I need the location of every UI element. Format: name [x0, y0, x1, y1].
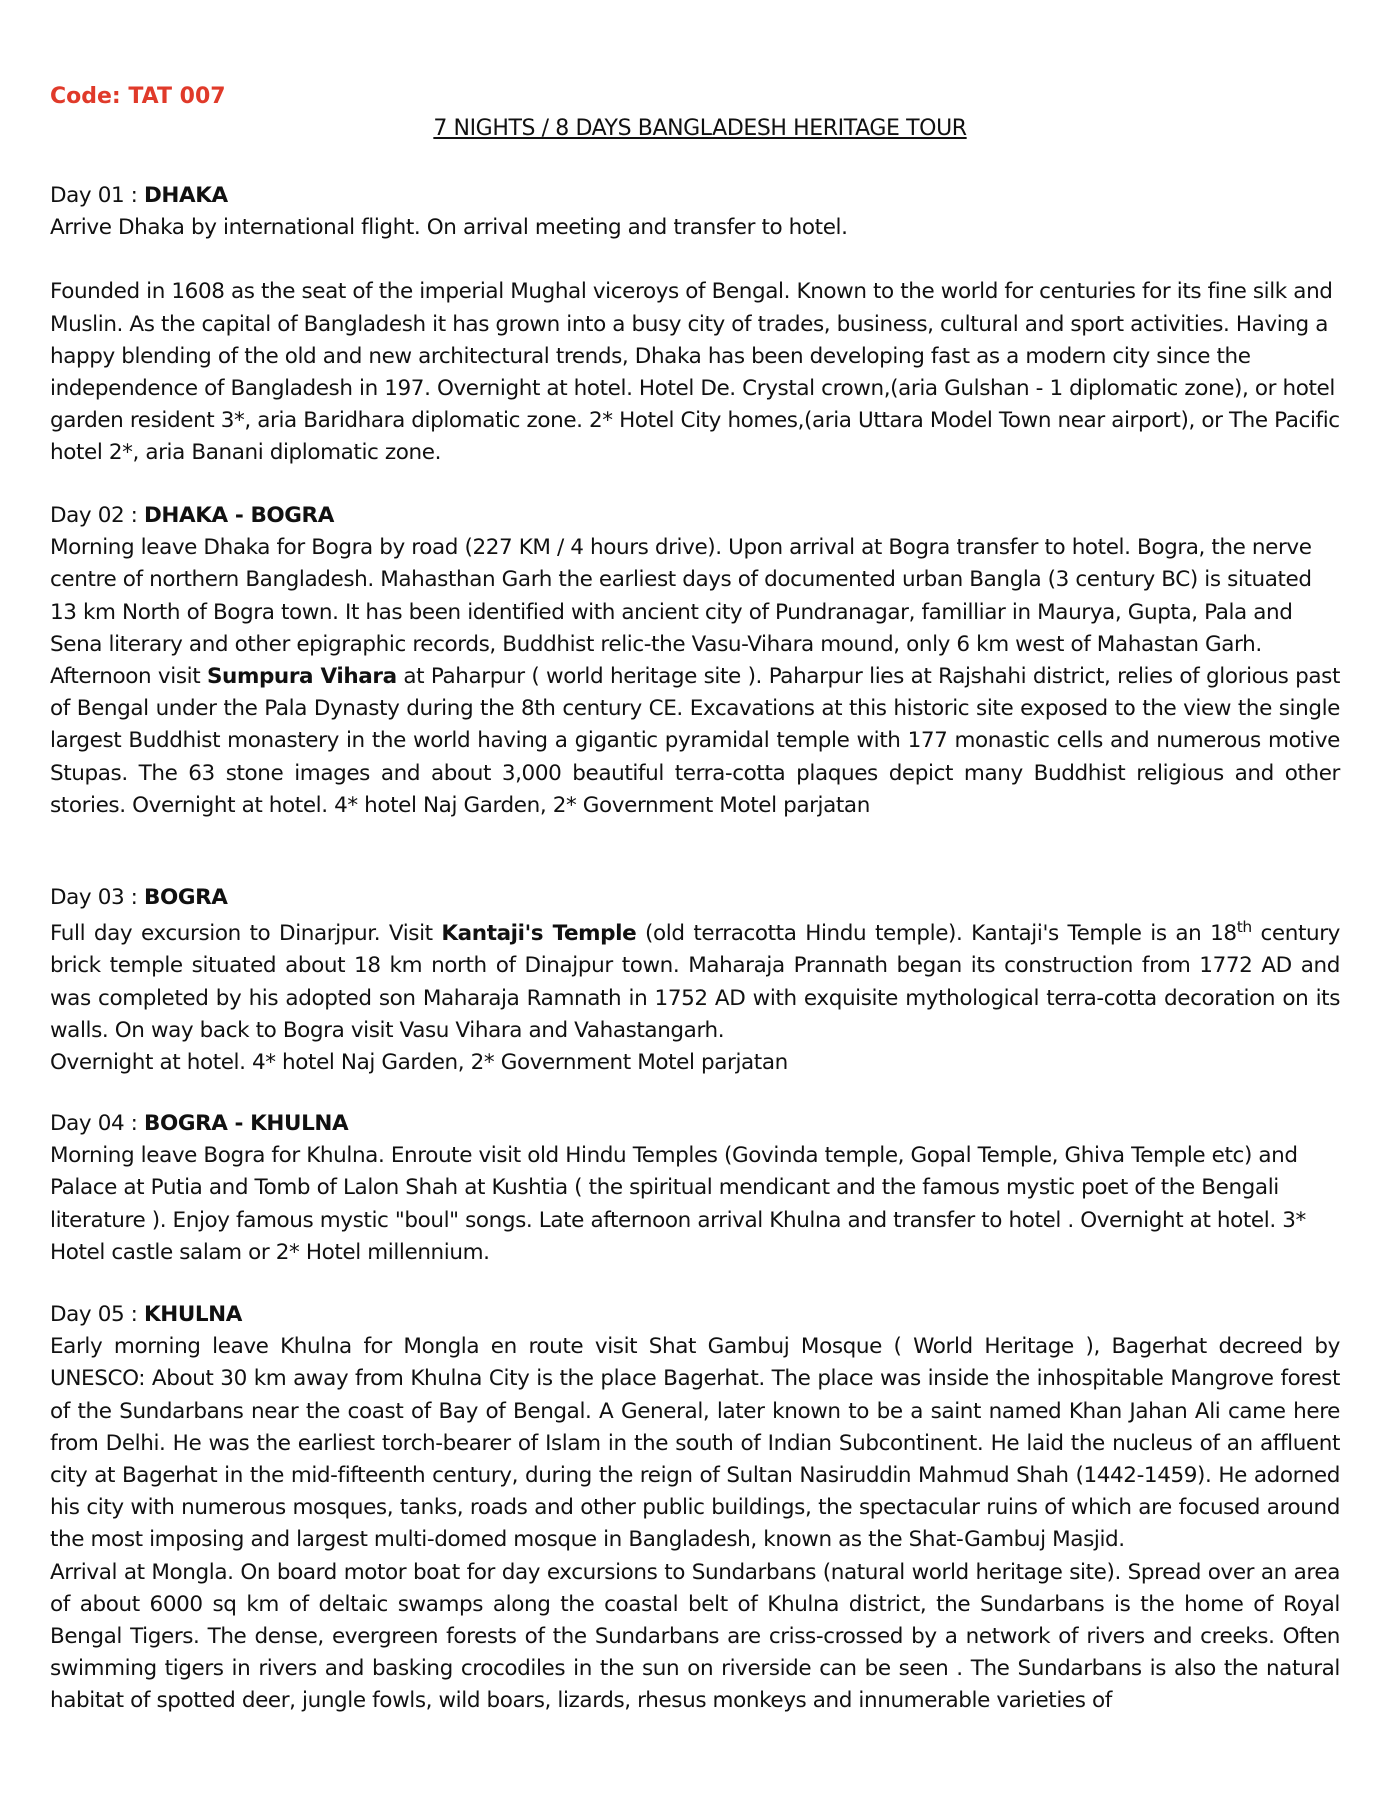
day-02-label: Day 02 : [50, 503, 144, 528]
day-03-paragraph-2: Overnight at hotel. 4* hotel Naj Garden, 2* Government Motel parjatan [50, 1050, 788, 1076]
ordinal-suffix: th [1236, 918, 1252, 937]
sumpura-vihara-name: Sumpura Vihara [206, 664, 397, 690]
day-05-paragraph-2: Arrival at Mongla. On board motor boat for day excursions to Sundarbans (natural world heritage site). Spread over an area of about 6000 sq km of deltaic swamps along the coastal belt of Khulna district, the Sundarbans is the home of Royal Bengal Tigers. The dense, evergreen forests of the Sundarbans are criss-crossed by a network of rivers and creeks. Often swimming tigers in rivers and basking crocodiles in the sun on riverside can be seen . The Sundarbans is also the natural habitat of spotted deer, jungle fowls, wild boars, lizards, rhesus monkeys and innumerable varieties of [50, 1559, 1340, 1714]
day-05-place: KHULNA [143, 1302, 243, 1327]
day-02-paragraph-2 [50, 661, 1340, 822]
day-04-heading [50, 1108, 1340, 1140]
kantaji-temple-name: Kantaji's Temple [441, 921, 637, 947]
day-01-paragraph-1: Arrive Dhaka by international flight. On arrival meeting and transfer to hotel. [50, 215, 848, 241]
day-02-place: DHAKA - BOGRA [143, 503, 334, 528]
day-02-p2-intro: Afternoon visit [50, 664, 207, 690]
day-03-section [50, 882, 1340, 1079]
day-01-heading [50, 180, 1340, 212]
day-05-label: Day 05 : [50, 1302, 144, 1327]
day-02-p2-body: at Paharpur ( world heritage site ). Paharpur lies at Rajshahi district, relies of glorious past of Bengal under the Pala Dynasty during the 8th century CE. Excavations at this historic site exposed to the view the single largest Buddhist monastery in the world having a gigantic pyramidal temple with 177 monastic cells and numerous motive Stupas. The 63 stone images and about 3,000 beautiful terra-cotta plaques depict many Buddhist religious and other stories. Overnight at hotel. 4* hotel Naj Garden, 2* Government Motel parjatan [50, 664, 1340, 818]
day-01-section [50, 180, 1340, 470]
day-03-paragraph-1 [50, 918, 1340, 1047]
day-02-heading [50, 500, 1340, 532]
day-02-paragraph-1: Morning leave Dhaka for Bogra by road (227 KM / 4 hours drive). Upon arrival at Bogra transfer to hotel. Bogra, the nerve centre of northern Bangladesh. Mahasthan Garh the earliest days of documented urban Bangla (3 century BC) is situated 13 km North of Bogra town. It has been identified with ancient city of Pundranagar, familliar in Maurya, Gupta, Pala and Sena literary and other epigraphic records, Buddhist relic-the Vasu-Vihara mound, only 6 km west of Mahastan Garh. [50, 535, 1312, 657]
day-03-heading [50, 882, 1340, 914]
day-04-section [50, 1108, 1340, 1269]
page-title: 7 NIGHTS / 8 DAYS BANGLADESH HERITAGE TOUR [433, 116, 967, 141]
day-03-p1-intro: Full day excursion to Dinarjpur. Visit [50, 921, 442, 947]
day-05-paragraph-1: Early morning leave Khulna for Mongla en route visit Shat Gambuj Mosque ( World Heritage ), Bagerhat decreed by UNESCO: About 30 km away from Khulna City is the place Bagerhat. The place was inside the inhospitable Mangrove forest of the Sundarbans near the coast of Bay of Bengal. A General, later known to be a saint named Khan Jahan Ali came here from Delhi. He was the earliest torch-bearer of Islam in the south of Indian Subcontinent. He laid the nucleus of an affluent city at Bagerhat in the mid-fifteenth century, during the reign of Sultan Nasiruddin Mahmud Shah (1442-1459). He adorned his city with numerous mosques, tanks, roads and other public buildings, the spectacular ruins of which are focused around the most imposing and largest multi-domed mosque in Bangladesh, known as the Shat-Gambuj Masjid. [50, 1334, 1340, 1553]
day-01-place: DHAKA [143, 183, 228, 208]
day-05-section [50, 1299, 1340, 1718]
tour-code: Code: TAT 007 [50, 84, 226, 109]
day-05-heading [50, 1299, 1340, 1331]
day-03-place: BOGRA [143, 885, 228, 910]
day-03-label: Day 03 : [50, 885, 144, 910]
day-04-place: BOGRA - KHULNA [143, 1111, 349, 1136]
day-04-paragraph-1: Morning leave Bogra for Khulna. Enroute visit old Hindu Temples (Govinda temple, Gopal Temple, Ghiva Temple etc) and Palace at Putia and Tomb of Lalon Shah at Kushtia ( the spiritual mendicant and the famous mystic poet of the Bengali literature ). Enjoy famous mystic "boul" songs. Late afternoon arrival Khulna and transfer to hotel . Overnight at hotel. 3* Hotel castle salam or 2* Hotel millennium. [50, 1143, 1306, 1265]
day-02-section [50, 500, 1340, 822]
day-04-label: Day 04 : [50, 1111, 144, 1136]
day-03-p1-body: century brick temple situated about 18 km north of Dinajpur town. Maharaja Prannath began its construction from 1772 AD and was completed by his adopted son Maharaja Ramnath in 1752 AD with exquisite mythological terra-cotta decoration on its walls. On way back to Bogra visit Vasu Vihara and Vahastangarh. [50, 921, 1341, 1043]
day-03-p1-mid: (old terracotta Hindu temple). Kantaji's Temple is an 18 [636, 921, 1237, 947]
day-01-label: Day 01 : [50, 183, 144, 208]
day-01-paragraph-2: Founded in 1608 as the seat of the imperial Mughal viceroys of Bengal. Known to the world for centuries for its fine silk and Muslin. As the capital of Bangladesh it has grown into a busy city of trades, business, cultural and sport activities. Having a happy blending of the old and new architectural trends, Dhaka has been developing fast as a modern city since the independence of Bangladesh in 197. Overnight at hotel. Hotel De. Crystal crown,(aria Gulshan - 1 diplomatic zone), or hotel garden resident 3*, aria Baridhara diplomatic zone. 2* Hotel City homes,(aria Uttara Model Town near airport), or The Pacific hotel 2*, aria Banani diplomatic zone. [50, 279, 1340, 466]
